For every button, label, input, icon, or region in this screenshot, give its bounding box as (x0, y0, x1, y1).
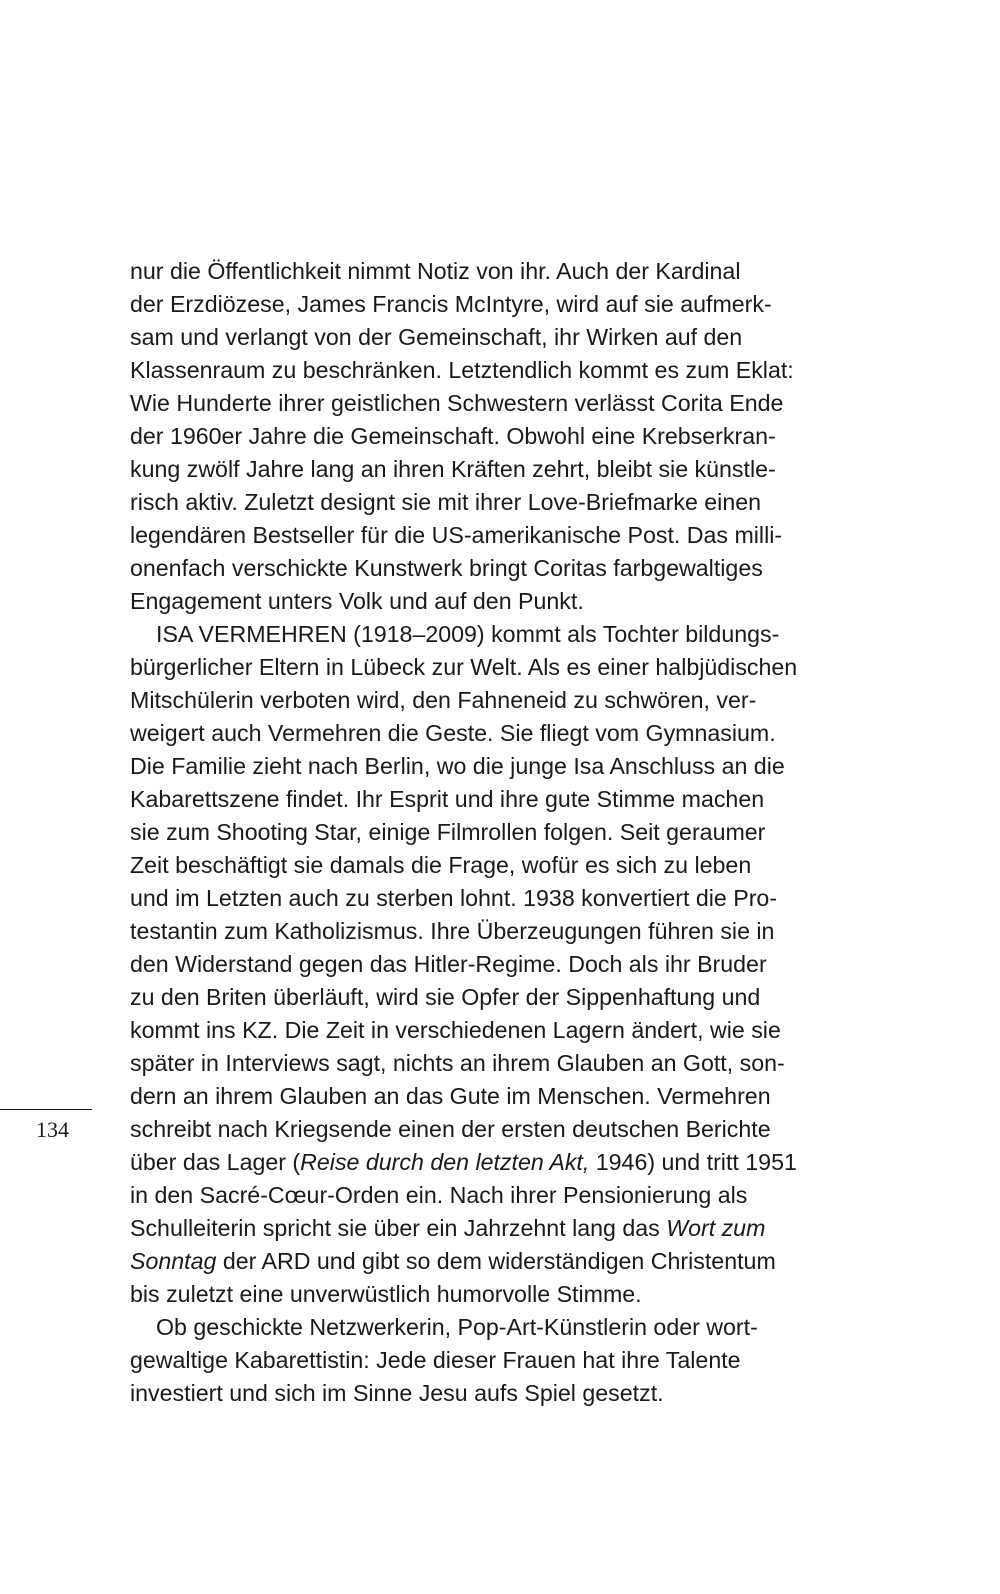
line-text: nur die Öffentlichkeit nimmt Notiz von ihr. Auch der Kardinal (130, 258, 741, 284)
line-text: risch aktiv. Zuletzt designt sie mit ihrer Love-Briefmarke einen (130, 489, 762, 515)
line-text: der Erzdiözese, James Francis McIntyre, wird auf sie aufmerk- (130, 291, 772, 317)
line-text: sam und verlangt von der Gemeinschaft, ihr Wirken auf den (130, 324, 743, 350)
text-line (130, 1278, 840, 1311)
line-text: kommt ins KZ. Die Zeit in verschiedenen Lagern ändert, wie sie (130, 1017, 781, 1043)
margin-rule (0, 1109, 92, 1110)
line-text: onenfach verschickte Kunstwerk bringt Coritas farbgewaltiges (130, 555, 763, 581)
line-text: den Widerstand gegen das Hitler-Regime. Doch als ihr Bruder (130, 951, 767, 977)
italic-title-text: Wort zum (666, 1215, 766, 1241)
text-line (130, 1014, 840, 1047)
line-text: Schulleiterin spricht sie über ein Jahrzehnt lang das (130, 1215, 667, 1241)
text-line (130, 816, 840, 849)
page-number: 134 (36, 1117, 69, 1142)
line-text: gewaltige Kabarettistin: Jede dieser Frauen hat ihre Talente (130, 1347, 741, 1373)
text-line (130, 1146, 840, 1179)
italic-title-text: Sonntag (130, 1248, 217, 1274)
text-line (130, 783, 840, 816)
text-line (130, 1113, 840, 1146)
text-line (130, 1212, 840, 1245)
text-line (130, 981, 840, 1014)
text-line (130, 486, 840, 519)
line-text: 1946) und tritt 1951 (589, 1149, 797, 1175)
text-line (130, 882, 840, 915)
text-line (130, 453, 840, 486)
line-text: bis zuletzt eine unverwüstlich humorvolle Stimme. (130, 1281, 642, 1307)
line-text: Klassenraum zu beschränken. Letztendlich kommt es zum Eklat: (130, 357, 794, 383)
text-line (130, 255, 840, 288)
line-text: in den Sacré-Cœur-Orden ein. Nach ihrer Pensionierung als (130, 1182, 748, 1208)
line-text: weigert auch Vermehren die Geste. Sie fliegt vom Gymnasium. (130, 720, 776, 746)
line-text: Wie Hunderte ihrer geistlichen Schwestern verlässt Corita Ende (130, 390, 784, 416)
paragraph-first-line (130, 1311, 840, 1344)
text-line (130, 585, 840, 618)
text-line (130, 354, 840, 387)
text-line (130, 1080, 840, 1113)
line-text: und im Letzten auch zu sterben lohnt. 1938 konvertiert die Pro- (130, 885, 778, 911)
line-text: Kabarettszene findet. Ihr Esprit und ihre gute Stimme machen (130, 786, 765, 812)
text-line (130, 915, 840, 948)
text-line (130, 1245, 840, 1278)
line-text: schreibt nach Kriegsende einen der ersten deutschen Berichte (130, 1116, 771, 1142)
line-text: Engagement unters Volk und auf den Punkt. (130, 588, 584, 614)
line-text: legendären Bestseller für die US-amerikanische Post. Das milli- (130, 522, 783, 548)
line-text: bürgerlicher Eltern in Lübeck zur Welt. Als es einer halbjüdischen (130, 654, 798, 680)
text-line (130, 1344, 840, 1377)
line-text: testantin zum Katholizismus. Ihre Überzeugungen führen sie in (130, 918, 775, 944)
text-line (130, 1047, 840, 1080)
italic-title-text: Reise durch den letzten Akt, (300, 1149, 590, 1175)
text-line (130, 288, 840, 321)
line-text: sie zum Shooting Star, einige Filmrollen folgen. Seit geraumer (130, 819, 766, 845)
text-line (130, 717, 840, 750)
text-line (130, 849, 840, 882)
line-text: zu den Briten überläuft, wird sie Opfer der Sippenhaftung und (130, 984, 761, 1010)
text-line (130, 420, 840, 453)
text-line (130, 519, 840, 552)
line-text: dern an ihrem Glauben an das Gute im Menschen. Vermehren (130, 1083, 771, 1109)
text-line (130, 948, 840, 981)
text-line (130, 321, 840, 354)
line-text: kung zwölf Jahre lang an ihren Kräften zehrt, bleibt sie künstle- (130, 456, 776, 482)
text-line (130, 387, 840, 420)
line-text: investiert und sich im Sinne Jesu aufs Spiel gesetzt. (130, 1380, 664, 1406)
paragraph-first-line (130, 618, 840, 651)
text-line (130, 552, 840, 585)
text-line (130, 1179, 840, 1212)
line-text: Ob geschickte Netzwerkerin, Pop-Art-Künstlerin oder wort- (156, 1314, 758, 1340)
line-text: Die Familie zieht nach Berlin, wo die junge Isa Anschluss an die (130, 753, 785, 779)
line-text: der 1960er Jahre die Gemeinschaft. Obwohl eine Krebserkran- (130, 423, 776, 449)
line-text: Zeit beschäftigt sie damals die Frage, wofür es sich zu leben (130, 852, 752, 878)
text-line (130, 1377, 840, 1410)
line-text: ISA VERMEHREN (1918–2009) kommt als Tochter bildungs- (156, 621, 780, 647)
line-text: Mitschülerin verboten wird, den Fahneneid zu schwören, ver- (130, 687, 757, 713)
text-line (130, 651, 840, 684)
text-line (130, 750, 840, 783)
line-text: später in Interviews sagt, nichts an ihrem Glauben an Gott, son- (130, 1050, 785, 1076)
body-text (130, 255, 840, 1410)
line-text: über das Lager ( (130, 1149, 301, 1175)
line-text: der ARD und gibt so dem widerständigen Christentum (216, 1248, 776, 1274)
text-line (130, 684, 840, 717)
